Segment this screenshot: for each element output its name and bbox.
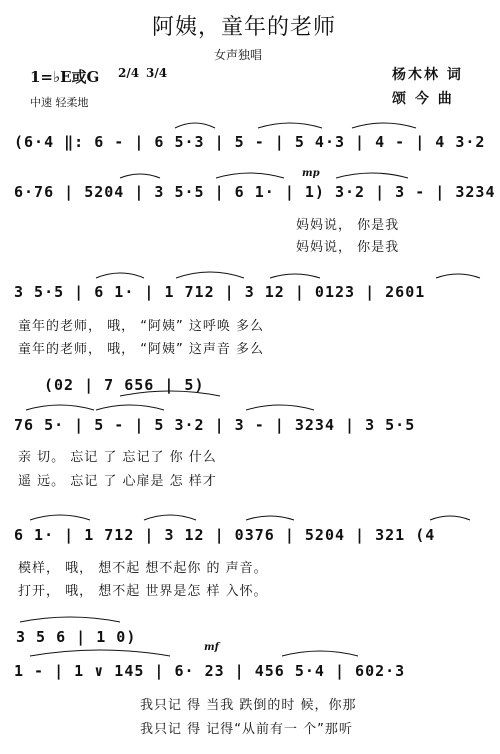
key-signature: 1=♭E或G xyxy=(30,68,100,86)
lyricist-credit: 杨木林 词 xyxy=(392,67,463,83)
system-2-lyric-2: 妈妈说， 你是我 xyxy=(296,240,400,255)
system-5-lyric-2: 打开， 哦， 想不起 世界是怎 样 入怀。 xyxy=(18,584,268,599)
system-3-notes: 3 5·5 | 6 1· | 1 712 | 3 12 | 0123 | 2601 xyxy=(14,283,426,301)
system-2-notes: 6·76 | 5204 | 3 5·5 | 6 1· | 1) 3·2 | 3 - | 3234 xyxy=(14,183,496,201)
system-4-interlude: (02 | 7 656 | 5) xyxy=(44,376,205,394)
system-5-notes: 6 1· | 1 712 | 3 12 | 0376 | 5204 | 321 (4 xyxy=(14,526,436,544)
system-1-notes: (6·4 ‖: 6 - | 6 5·3 | 5 - | 5 4·3 | 4 - | 4 3·2 xyxy=(14,133,486,151)
composer-credit: 颂 今 曲 xyxy=(392,91,454,107)
system-6-above: 3 5 6 | 1 0) xyxy=(16,628,137,646)
system-4-notes: 76 5· | 5 - | 5 3·2 | 3 - | 3234 | 3 5·5 xyxy=(14,416,416,434)
dynamic-mp: mp xyxy=(302,168,320,179)
system-6-notes: 1 - | 1 ∨ 145 | 6· 23 | 456 5·4 | 602·3 xyxy=(14,662,406,680)
system-6-lyric-2: 我只记 得 记得“从前有一 个”那听 xyxy=(140,722,353,737)
system-4-lyric-2: 遥 远。 忘记 了 心扉是 怎 样才 xyxy=(18,474,217,489)
system-3-lyric-1: 童年的老师， 哦， “阿姨” 这呼唤 多么 xyxy=(18,319,264,334)
tempo-marking: 中速 轻柔地 xyxy=(30,96,89,109)
dynamic-mf: mf xyxy=(204,642,219,653)
system-3-lyric-2: 童年的老师， 哦， “阿姨” 这声音 多么 xyxy=(18,342,264,357)
system-6-lyric-1: 我只记 得 当我 跌倒的时 候，你那 xyxy=(140,698,357,713)
time-signature-2: 3/4 xyxy=(146,66,168,80)
system-5-lyric-1: 模样， 哦， 想不起 想不起你 的 声音。 xyxy=(18,561,268,576)
time-signature-1: 2/4 xyxy=(118,66,140,80)
system-2-lyric-1: 妈妈说， 你是我 xyxy=(296,218,400,233)
song-title: 阿姨，童年的老师 xyxy=(152,15,337,40)
song-subtitle: 女声独唱 xyxy=(214,48,263,62)
system-4-lyric-1: 亲 切。 忘记 了 忘记了 你 什么 xyxy=(18,450,217,465)
